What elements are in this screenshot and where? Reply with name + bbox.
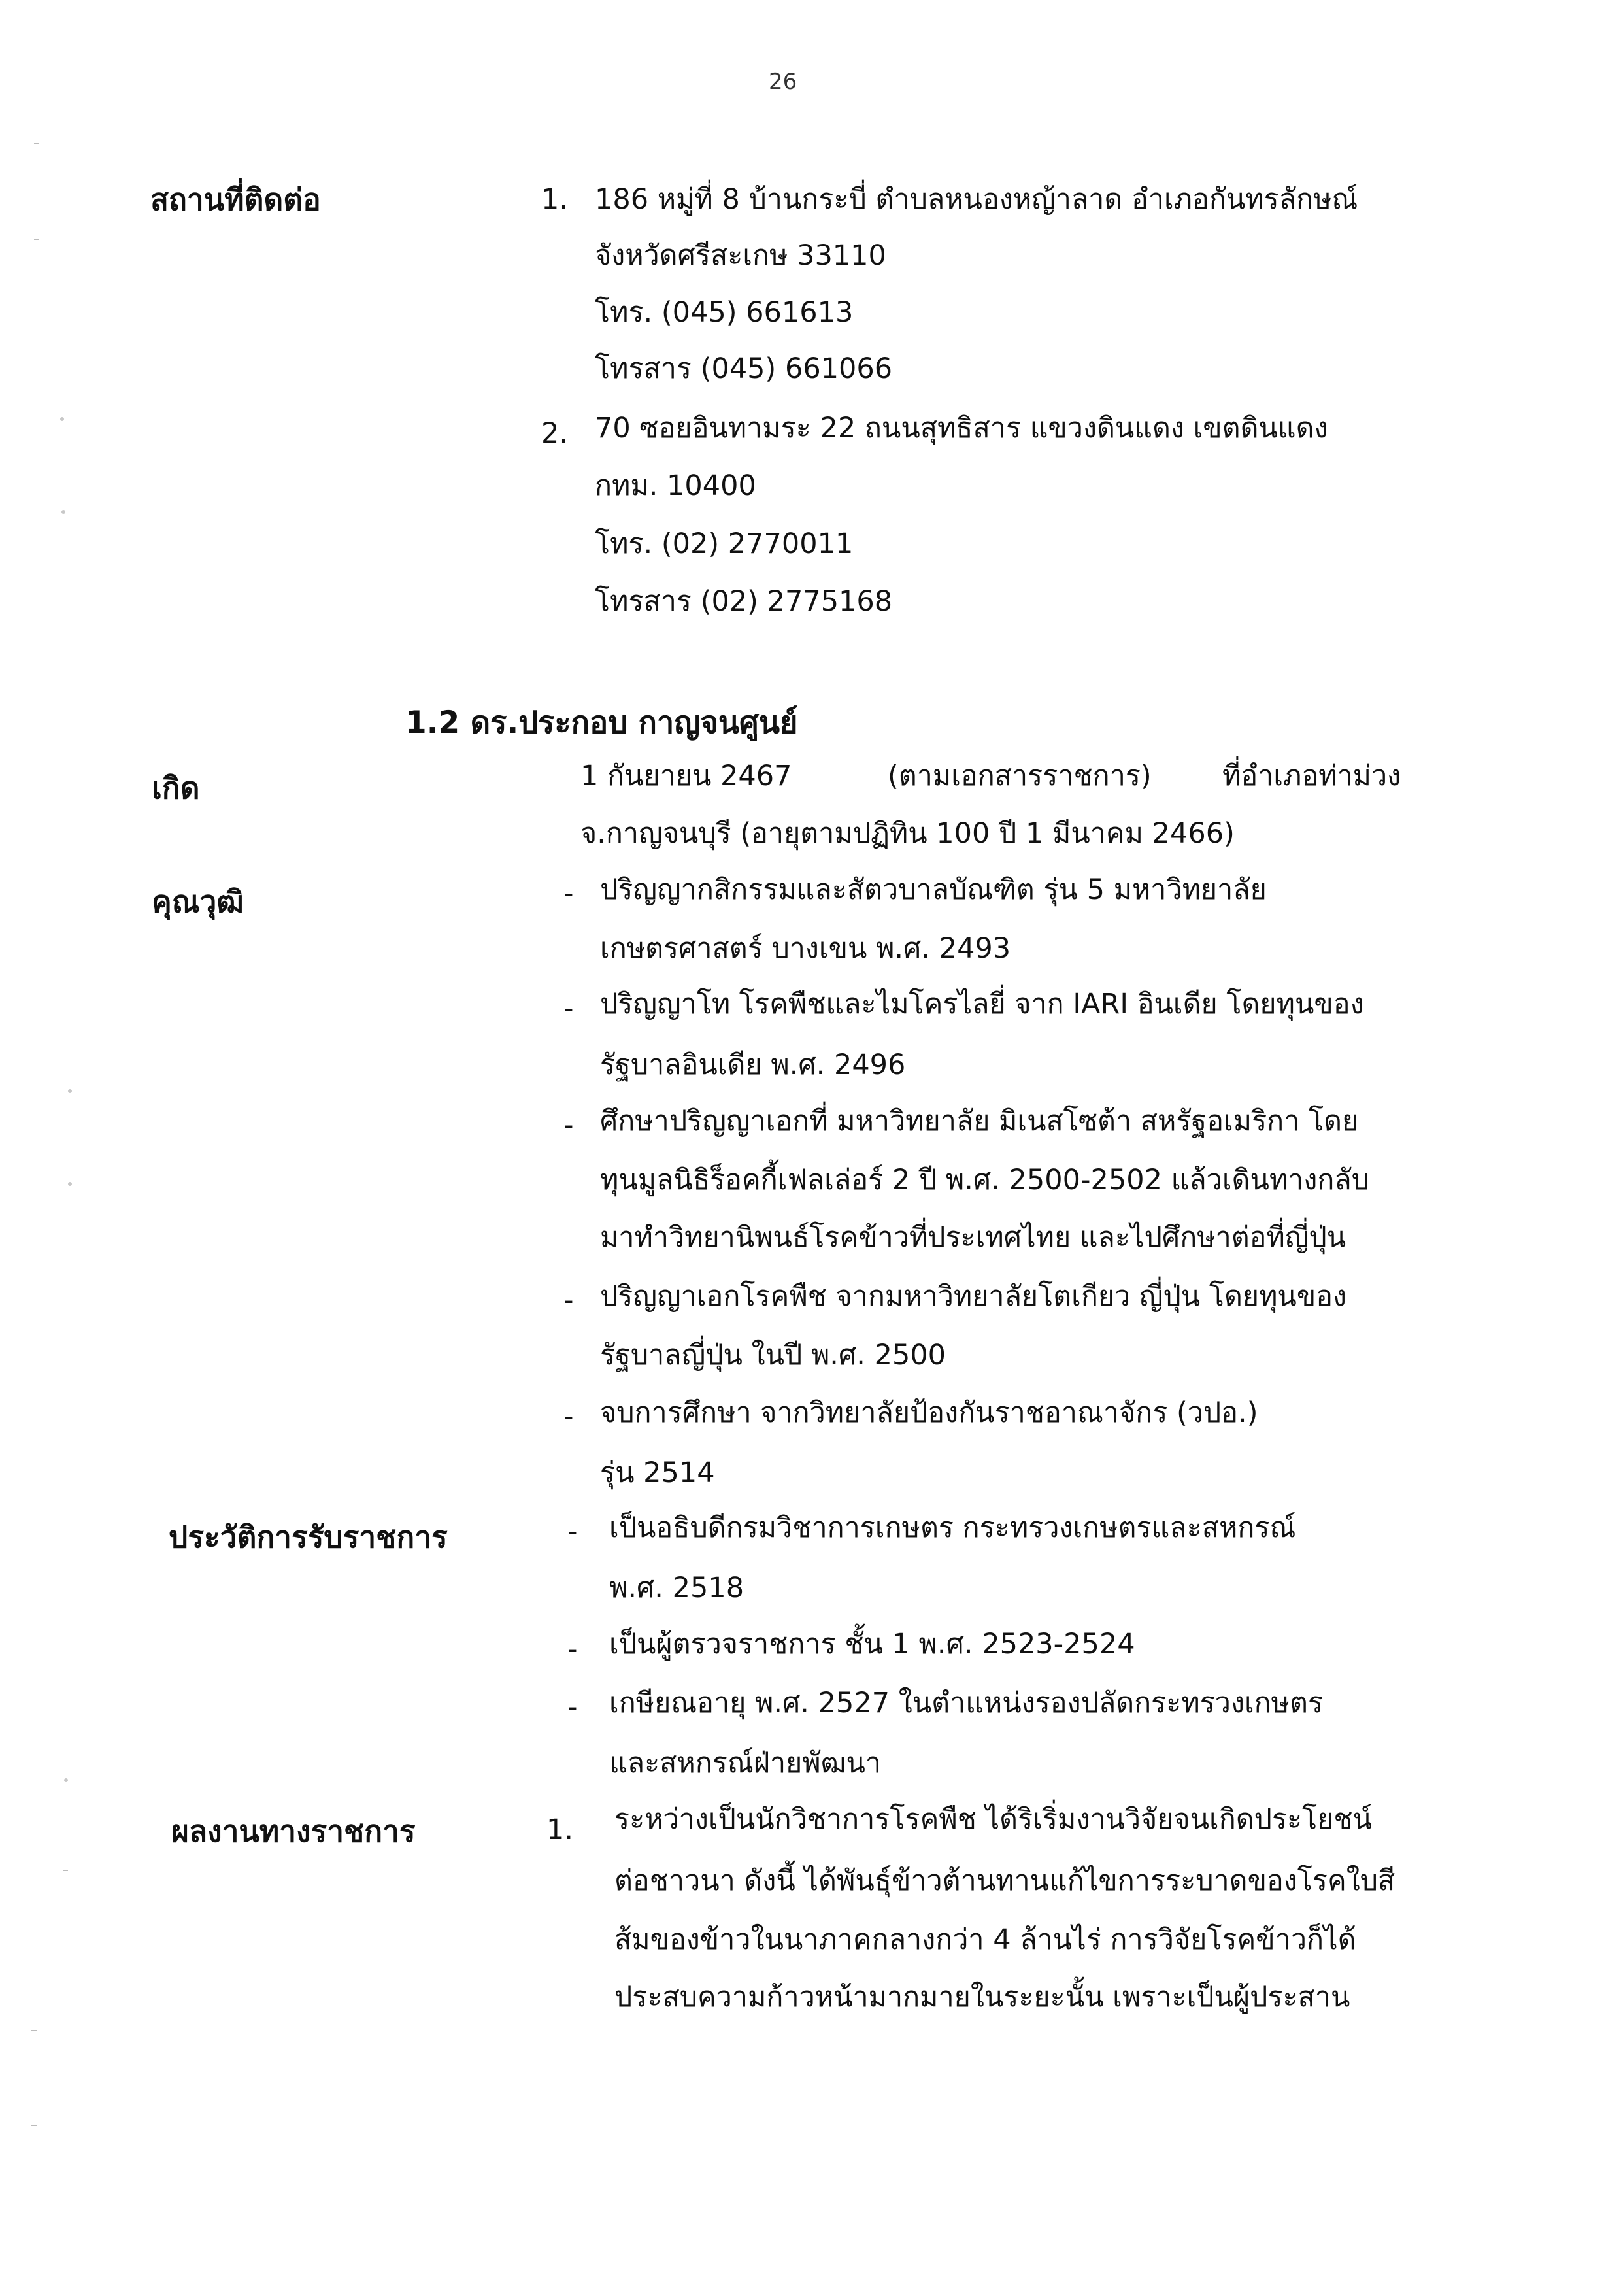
qualification-line: รัฐบาลญี่ปุ่น ในปี พ.ศ. 2500 (600, 1339, 946, 1372)
bullet-dash: - (563, 1400, 574, 1433)
career-line: เกษียณอายุ พ.ศ. 2527 ในตำแหน่งรองปลัดกระทรวงเกษตร (609, 1687, 1324, 1719)
bullet-dash: - (567, 1633, 578, 1666)
scan-mark (31, 2125, 37, 2126)
scan-mark (63, 1870, 68, 1871)
contact-item-number: 1. (541, 183, 569, 216)
born-note: (ตามเอกสารราชการ) (888, 760, 1152, 792)
born-date: 1 กันยายน 2467 (580, 760, 792, 792)
contact-line-justified (595, 414, 1431, 443)
bullet-dash: - (563, 1109, 574, 1141)
qualifications-label: คุณวุฒิ (152, 884, 244, 919)
qualification-line: มาทำวิทยานิพนธ์โรคข้าวที่ประเทศไทย และไปศึกษาต่อที่ญี่ปุ่น (600, 1221, 1346, 1254)
contact-line: โทรสาร (02) 2775168 (595, 585, 893, 618)
scan-mark (34, 239, 39, 240)
scan-mark (64, 1778, 68, 1782)
bullet-dash: - (563, 877, 574, 910)
qualification-line: รุ่น 2514 (600, 1457, 715, 1489)
scan-mark (31, 2030, 37, 2031)
qualification-line: เกษตรศาสตร์ บางเขน พ.ศ. 2493 (600, 932, 1011, 965)
qualification-line: ศึกษาปริญญาเอกที่ มหาวิทยาลัย มิเนสโซต้า สหรัฐอเมริกา โดย (600, 1105, 1359, 1138)
contact-item-number: 2. (541, 417, 569, 450)
works-line: ต่อชาวนา ดังนี้ ได้พันธุ์ข้าวต้านทานแก้ไขการระบาดของโรคใบสี (614, 1865, 1395, 1897)
qualification-line: ทุนมูลนิธิร็อคกี้เฟลเล่อร์ 2 ปี พ.ศ. 2500-2502 แล้วเดินทางกลับ (600, 1164, 1369, 1196)
bullet-dash: - (567, 1691, 578, 1723)
bullet-dash: - (567, 1515, 578, 1548)
scan-mark (34, 143, 39, 144)
works-line: ประสบความก้าวหน้ามากมายในระยะนั้น เพราะเป็นผู้ประสาน (614, 1981, 1350, 2014)
page-number: 26 (769, 69, 797, 95)
scan-mark (68, 1182, 72, 1186)
scan-mark (61, 510, 65, 514)
scan-mark (60, 417, 64, 421)
career-label: ประวัติการรับราชการ (169, 1519, 448, 1555)
qualification-line: ปริญญากสิกรรมและสัตวบาลบัณฑิต รุ่น 5 มหาวิทยาลัย (600, 873, 1267, 906)
contact-line: กทม. 10400 (595, 469, 756, 502)
contact-line: โทร. (02) 2770011 (595, 528, 854, 560)
works-number: 1. (546, 1814, 574, 1846)
scan-mark (68, 1089, 72, 1093)
born-place: ที่อำเภอท่าม่วง (1222, 760, 1401, 792)
contact-line: 70 ซอยอินทามระ 22 ถนนสุทธิสาร แขวงดินแดง เขตดินแดง (595, 412, 1328, 445)
career-line: เป็นผู้ตรวจราชการ ชั้น 1 พ.ศ. 2523-2524 (609, 1628, 1135, 1661)
contact-line: โทร. (045) 661613 (595, 296, 854, 329)
bullet-dash: - (563, 1284, 574, 1317)
qualification-line: ปริญญาโท โรคพืชและไมโครไลยี่ จาก IARI อินเดีย โดยทุนของ (600, 988, 1364, 1021)
born-line: จ.กาญจนบุรี (อายุตามปฏิทิน 100 ปี 1 มีนาคม 2466) (580, 817, 1235, 850)
works-line: ส้มของข้าวในนาภาคกลางกว่า 4 ล้านไร่ การวิจัยโรคข้าวก็ได้ (614, 1923, 1356, 1956)
contact-line: โทรสาร (045) 661066 (595, 352, 893, 385)
bullet-dash: - (563, 992, 574, 1025)
career-line: เป็นอธิบดีกรมวิชาการเกษตร กระทรวงเกษตรและสหกรณ์ (609, 1511, 1296, 1544)
contact-label: สถานที่ติดต่อ (150, 182, 321, 217)
works-line: ระหว่างเป็นนักวิชาการโรคพืช ได้ริเริ่มงานวิจัยจนเกิดประโยชน์ (614, 1803, 1373, 1836)
works-label: ผลงานทางราชการ (171, 1814, 416, 1849)
career-line: พ.ศ. 2518 (609, 1572, 744, 1604)
contact-line: จังหวัดศรีสะเกษ 33110 (595, 239, 886, 272)
born-label: เกิด (152, 770, 200, 805)
qualification-line: ปริญญาเอกโรคพืช จากมหาวิทยาลัยโตเกียว ญี่ปุ่น โดยทุนของ (600, 1280, 1347, 1313)
qualification-line: รัฐบาลอินเดีย พ.ศ. 2496 (600, 1049, 906, 1081)
section-heading: 1.2 ดร.ประกอบ กาญจนศูนย์ (405, 705, 798, 741)
qualification-line: จบการศึกษา จากวิทยาลัยป้องกันราชอาณาจักร (วปอ.) (600, 1396, 1258, 1429)
career-line: และสหกรณ์ฝ่ายพัฒนา (609, 1747, 882, 1780)
contact-line: 186 หมู่ที่ 8 บ้านกระบี่ ตำบลหนองหญ้าลาด อำเภอกันทรลักษณ์ (595, 183, 1358, 216)
